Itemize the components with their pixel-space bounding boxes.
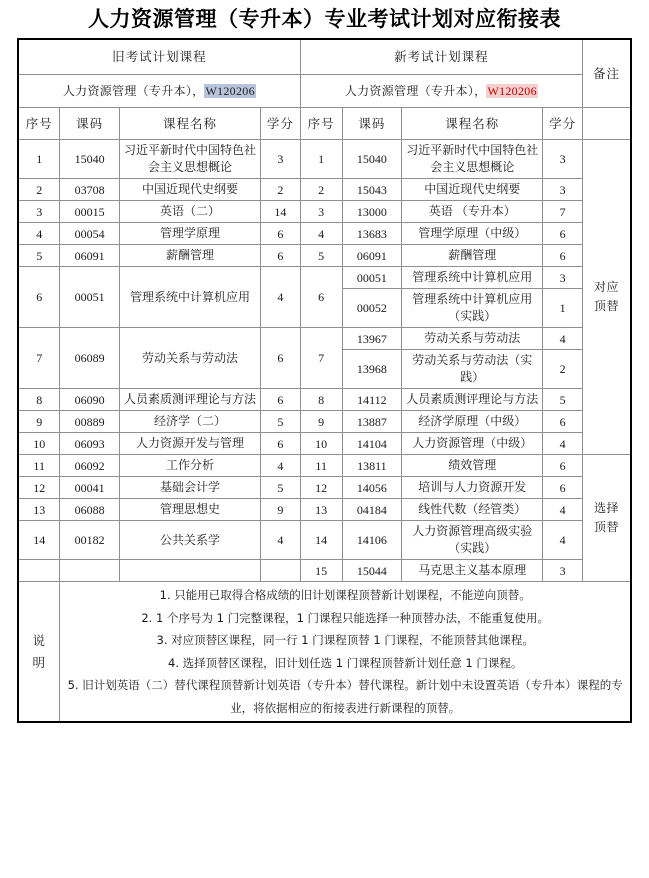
notes-label: [18, 582, 60, 723]
old-course-name: [119, 560, 260, 582]
new-name-header: 课程名称: [402, 108, 543, 140]
new-course-code: 15043: [342, 179, 402, 201]
old-course-name: 习近平新时代中国特色社会主义思想概论: [119, 140, 260, 179]
group-header-row: [18, 39, 631, 75]
table-row: [18, 521, 631, 560]
remark-header-spacer: [582, 108, 631, 140]
remark-column-header: 备注: [582, 39, 631, 108]
new-course-credit: 6: [543, 245, 583, 267]
new-course-code: 13887: [342, 411, 402, 433]
new-course-credit: 2: [543, 350, 583, 389]
new-course-name: 线性代数（经管类）: [402, 499, 543, 521]
new-course-name: 薪酬管理: [402, 245, 543, 267]
old-course-credit: 6: [261, 433, 301, 455]
section-remark-line2: 顶替: [593, 299, 619, 313]
table-row: [18, 499, 631, 521]
new-course-code: 06091: [342, 245, 402, 267]
note-line: 2. 1 个序号为 1 门完整课程，1 门课程只能选择一种顶替办法，不能重复使用。: [141, 610, 550, 625]
old-course-seq: 10: [18, 433, 60, 455]
old-course-seq: 11: [18, 455, 60, 477]
new-course-credit: 1: [543, 289, 583, 328]
new-course-name: 马克思主义基本原理: [402, 560, 543, 582]
table-row: [18, 140, 631, 179]
old-course-code: 00051: [60, 267, 120, 328]
table-row: [18, 179, 631, 201]
notes-label-line2: 明: [32, 655, 46, 670]
old-course-code: [60, 560, 120, 582]
old-course-credit: 9: [261, 499, 301, 521]
old-course-code: 00041: [60, 477, 120, 499]
section-remark-line1: 选择: [593, 501, 619, 515]
table-row: [18, 245, 631, 267]
new-course-code: 14112: [342, 389, 402, 411]
new-course-credit: 3: [543, 560, 583, 582]
new-course-name: 经济学原理（中级）: [402, 411, 543, 433]
note-line: 4. 选择顶替区课程，旧计划任选 1 门课程顶替新计划任意 1 门课程。: [168, 655, 523, 670]
course-mapping-table: [17, 38, 632, 723]
old-course-code: 00054: [60, 223, 120, 245]
new-course-code: 13811: [342, 455, 402, 477]
new-plan-code: W120206: [487, 84, 537, 98]
new-course-seq: 4: [300, 223, 342, 245]
old-course-seq: 1: [18, 140, 60, 179]
note-line: 5. 旧计划英语（二）替代课程顶替新计划英语（专升本）替代课程。新计划中未设置英语（专升本）课程的专业，将依据相应的衔接表进行新课程的顶替。: [67, 678, 623, 715]
section-remark: [582, 140, 631, 455]
old-course-name: 公共关系学: [119, 521, 260, 560]
new-course-name: 管理学原理（中级）: [402, 223, 543, 245]
new-course-credit: 4: [543, 521, 583, 560]
new-course-name: 管理系统中计算机应用: [402, 267, 543, 289]
old-course-code: 06088: [60, 499, 120, 521]
table-row: [18, 223, 631, 245]
note-line: 1. 只能用已取得合格成绩的旧计划课程顶替新计划课程，不能逆向顶替。: [159, 588, 531, 602]
new-course-credit: 6: [543, 477, 583, 499]
table-row: [18, 328, 631, 350]
old-course-credit: 4: [261, 521, 301, 560]
old-course-seq: 4: [18, 223, 60, 245]
new-course-code: 13968: [342, 350, 402, 389]
course-mapping-table-wrapper: [17, 38, 632, 723]
table-row: [18, 455, 631, 477]
table-body: [18, 39, 631, 722]
new-course-code: 14106: [342, 521, 402, 560]
new-course-credit: 6: [543, 455, 583, 477]
old-seq-header: 序号: [18, 108, 60, 140]
new-course-name: 培训与人力资源开发: [402, 477, 543, 499]
table-row: [18, 477, 631, 499]
old-course-credit: 5: [261, 477, 301, 499]
new-course-seq: 8: [300, 389, 342, 411]
column-header-row: [18, 108, 631, 140]
section-remark-line2: 顶替: [593, 520, 619, 534]
new-course-name: 劳动关系与劳动法（实践）: [402, 350, 543, 389]
old-course-code: 06093: [60, 433, 120, 455]
old-course-code: 06091: [60, 245, 120, 267]
table-row: [18, 201, 631, 223]
new-code-header: 课码: [342, 108, 402, 140]
page-title: 人力资源管理（专升本）专业考试计划对应衔接表: [88, 7, 561, 31]
old-code-header: 课码: [60, 108, 120, 140]
old-course-code: 06090: [60, 389, 120, 411]
old-course-credit: [261, 560, 301, 582]
old-course-name: 中国近现代史纲要: [119, 179, 260, 201]
old-plan-name: 人力资源管理（专升本），: [62, 84, 205, 98]
new-course-name: 英语 （专升本）: [402, 201, 543, 223]
old-course-seq: 7: [18, 328, 60, 389]
new-course-credit: 3: [543, 267, 583, 289]
old-course-seq: 9: [18, 411, 60, 433]
new-course-code: 15044: [342, 560, 402, 582]
old-course-name: 薪酬管理: [119, 245, 260, 267]
old-course-seq: 5: [18, 245, 60, 267]
new-course-seq: 10: [300, 433, 342, 455]
old-course-credit: 6: [261, 223, 301, 245]
new-course-credit: 4: [543, 433, 583, 455]
new-course-seq: 5: [300, 245, 342, 267]
old-plan-group-header: 旧考试计划课程: [18, 39, 300, 75]
notes-body: [60, 582, 631, 723]
notes-row: [18, 582, 631, 723]
note-line: 3. 对应顶替区课程，同一行 1 门课程顶替 1 门课程，不能顶替其他课程。: [156, 633, 534, 647]
old-course-seq: [18, 560, 60, 582]
table-row: [18, 267, 631, 289]
new-course-credit: 6: [543, 411, 583, 433]
old-course-name: 管理思想史: [119, 499, 260, 521]
table-row: [18, 433, 631, 455]
new-course-code: 13967: [342, 328, 402, 350]
new-credit-header: 学分: [543, 108, 583, 140]
new-course-seq: 12: [300, 477, 342, 499]
old-course-seq: 13: [18, 499, 60, 521]
old-course-name: 人力资源开发与管理: [119, 433, 260, 455]
new-course-name: 劳动关系与劳动法: [402, 328, 543, 350]
new-plan-group-header: 新考试计划课程: [300, 39, 582, 75]
new-plan-identifier: [300, 75, 582, 108]
old-course-credit: 2: [261, 179, 301, 201]
old-course-credit: 4: [261, 455, 301, 477]
old-course-credit: 6: [261, 328, 301, 389]
new-seq-header: 序号: [300, 108, 342, 140]
old-course-credit: 6: [261, 245, 301, 267]
old-course-name: 工作分析: [119, 455, 260, 477]
old-course-credit: 6: [261, 389, 301, 411]
old-course-credit: 14: [261, 201, 301, 223]
new-course-seq: 3: [300, 201, 342, 223]
old-course-code: 00182: [60, 521, 120, 560]
new-course-name: 管理系统中计算机应用（实践）: [402, 289, 543, 328]
new-course-credit: 4: [543, 499, 583, 521]
old-course-seq: 12: [18, 477, 60, 499]
new-course-seq: 1: [300, 140, 342, 179]
table-row: [18, 389, 631, 411]
new-course-credit: 5: [543, 389, 583, 411]
new-course-code: 14056: [342, 477, 402, 499]
plan-code-row: [18, 75, 631, 108]
table-row: [18, 560, 631, 582]
old-course-seq: 2: [18, 179, 60, 201]
old-course-seq: 14: [18, 521, 60, 560]
new-course-seq: 14: [300, 521, 342, 560]
new-course-seq: 2: [300, 179, 342, 201]
old-course-name: 管理系统中计算机应用: [119, 267, 260, 328]
old-course-credit: 3: [261, 140, 301, 179]
new-course-code: 00052: [342, 289, 402, 328]
new-course-credit: 6: [543, 223, 583, 245]
new-course-seq: 11: [300, 455, 342, 477]
new-course-seq: 6: [300, 267, 342, 328]
old-course-credit: 5: [261, 411, 301, 433]
new-course-credit: 7: [543, 201, 583, 223]
old-credit-header: 学分: [261, 108, 301, 140]
old-course-seq: 8: [18, 389, 60, 411]
new-plan-name: 人力资源管理（专升本），: [344, 84, 487, 98]
new-course-credit: 4: [543, 328, 583, 350]
new-course-code: 04184: [342, 499, 402, 521]
section-remark-line1: 对应: [593, 280, 619, 294]
old-course-name: 基础会计学: [119, 477, 260, 499]
new-course-name: 中国近现代史纲要: [402, 179, 543, 201]
new-course-seq: 13: [300, 499, 342, 521]
old-course-name: 英语（二）: [119, 201, 260, 223]
old-course-name: 劳动关系与劳动法: [119, 328, 260, 389]
new-course-seq: 7: [300, 328, 342, 389]
old-plan-identifier: [18, 75, 300, 108]
old-course-name: 经济学（二）: [119, 411, 260, 433]
new-course-code: 14104: [342, 433, 402, 455]
new-course-credit: 3: [543, 140, 583, 179]
new-course-name: 人力资源管理（中级）: [402, 433, 543, 455]
old-course-credit: 4: [261, 267, 301, 328]
new-course-code: 13683: [342, 223, 402, 245]
old-course-code: 06089: [60, 328, 120, 389]
table-row: [18, 411, 631, 433]
new-course-seq: 15: [300, 560, 342, 582]
new-course-code: 15040: [342, 140, 402, 179]
old-course-seq: 3: [18, 201, 60, 223]
new-course-code: 13000: [342, 201, 402, 223]
old-course-code: 15040: [60, 140, 120, 179]
old-course-code: 03708: [60, 179, 120, 201]
new-course-seq: 9: [300, 411, 342, 433]
old-course-name: 管理学原理: [119, 223, 260, 245]
new-course-name: 绩效管理: [402, 455, 543, 477]
new-course-code: 00051: [342, 267, 402, 289]
old-course-seq: 6: [18, 267, 60, 328]
old-course-code: 00015: [60, 201, 120, 223]
new-course-name: 习近平新时代中国特色社会主义思想概论: [402, 140, 543, 179]
old-course-name: 人员素质测评理论与方法: [119, 389, 260, 411]
old-course-code: 06092: [60, 455, 120, 477]
new-course-name: 人力资源管理高级实验（实践）: [402, 521, 543, 560]
notes-label-line1: 说: [32, 633, 46, 648]
section-remark: [582, 455, 631, 582]
new-course-name: 人员素质测评理论与方法: [402, 389, 543, 411]
old-course-code: 00889: [60, 411, 120, 433]
new-course-credit: 3: [543, 179, 583, 201]
old-name-header: 课程名称: [119, 108, 260, 140]
old-plan-code: W120206: [205, 84, 255, 98]
